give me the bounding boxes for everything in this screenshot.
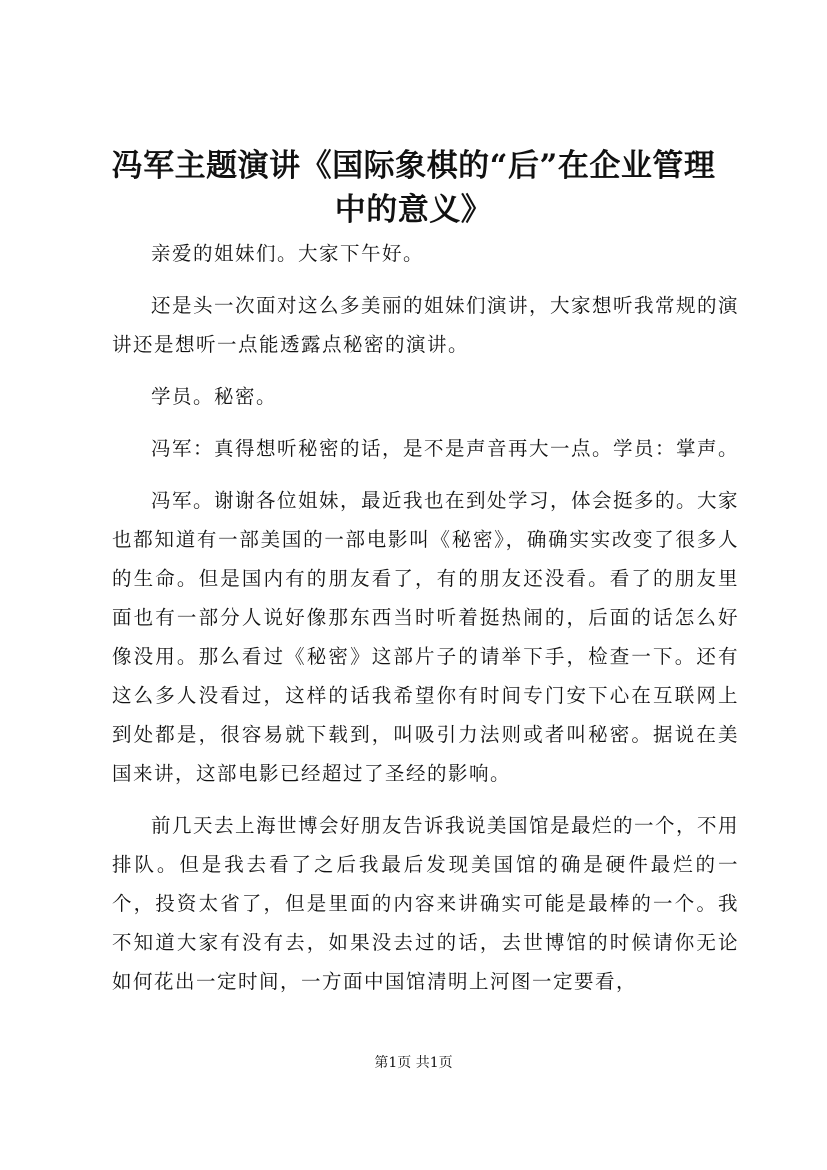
paragraph-opening: 还是头一次面对这么多美丽的姐妹们演讲，大家想听我常规的演讲还是想听一点能透露点秘密的演讲。	[112, 294, 740, 356]
document-title: 冯军主题演讲《国际象棋的“后”在企业管理中的意义》	[111, 148, 716, 228]
paragraph-louder: 冯军：真得想听秘密的话，是不是声音再大一点。学员：掌声。	[151, 437, 740, 460]
paragraph-secret-movie: 冯军。谢谢各位姐妹，最近我也在到处学习，体会挺多的。大家也都知道有一部美国的一部电影叫《秘密》，确确实实改变了很多人的生命。但是国内有的朋友看了，有的朋友还没看。看了的朋友里面也有一部分人说好像那东西当时听着挺热闹的，后面的话怎么好像没用。那么看过《秘密》这部片子的请举下手，检查一下。还有这么多人没看过，这样的话我希望你有时间专门安下心在互联网上到处都是，很容易就下载到，叫吸引力法则或者叫秘密。据说在美国来讲，这部电影已经超过了圣经的影响。	[112, 489, 740, 785]
paragraph-audience-reply: 学员。秘密。	[151, 385, 278, 408]
paragraph-expo: 前几天去上海世博会好朋友告诉我说美国馆是最烂的一个，不用排队。但是我去看了之后我最后发现美国馆的确是硬件最烂的一个，投资太省了，但是里面的内容来讲确实可能是最棒的一个。我不知道大家有没有去，如果没去过的话，去世博馆的时候请你无论如何花出一定时间，一方面中国馆清明上河图一定要看，	[112, 814, 740, 993]
paragraph-greeting: 亲爱的姐妹们。大家下午好。	[151, 242, 425, 265]
document-body	[112, 234, 739, 1014]
page-footer: 第1页 共1页	[374, 1055, 453, 1071]
